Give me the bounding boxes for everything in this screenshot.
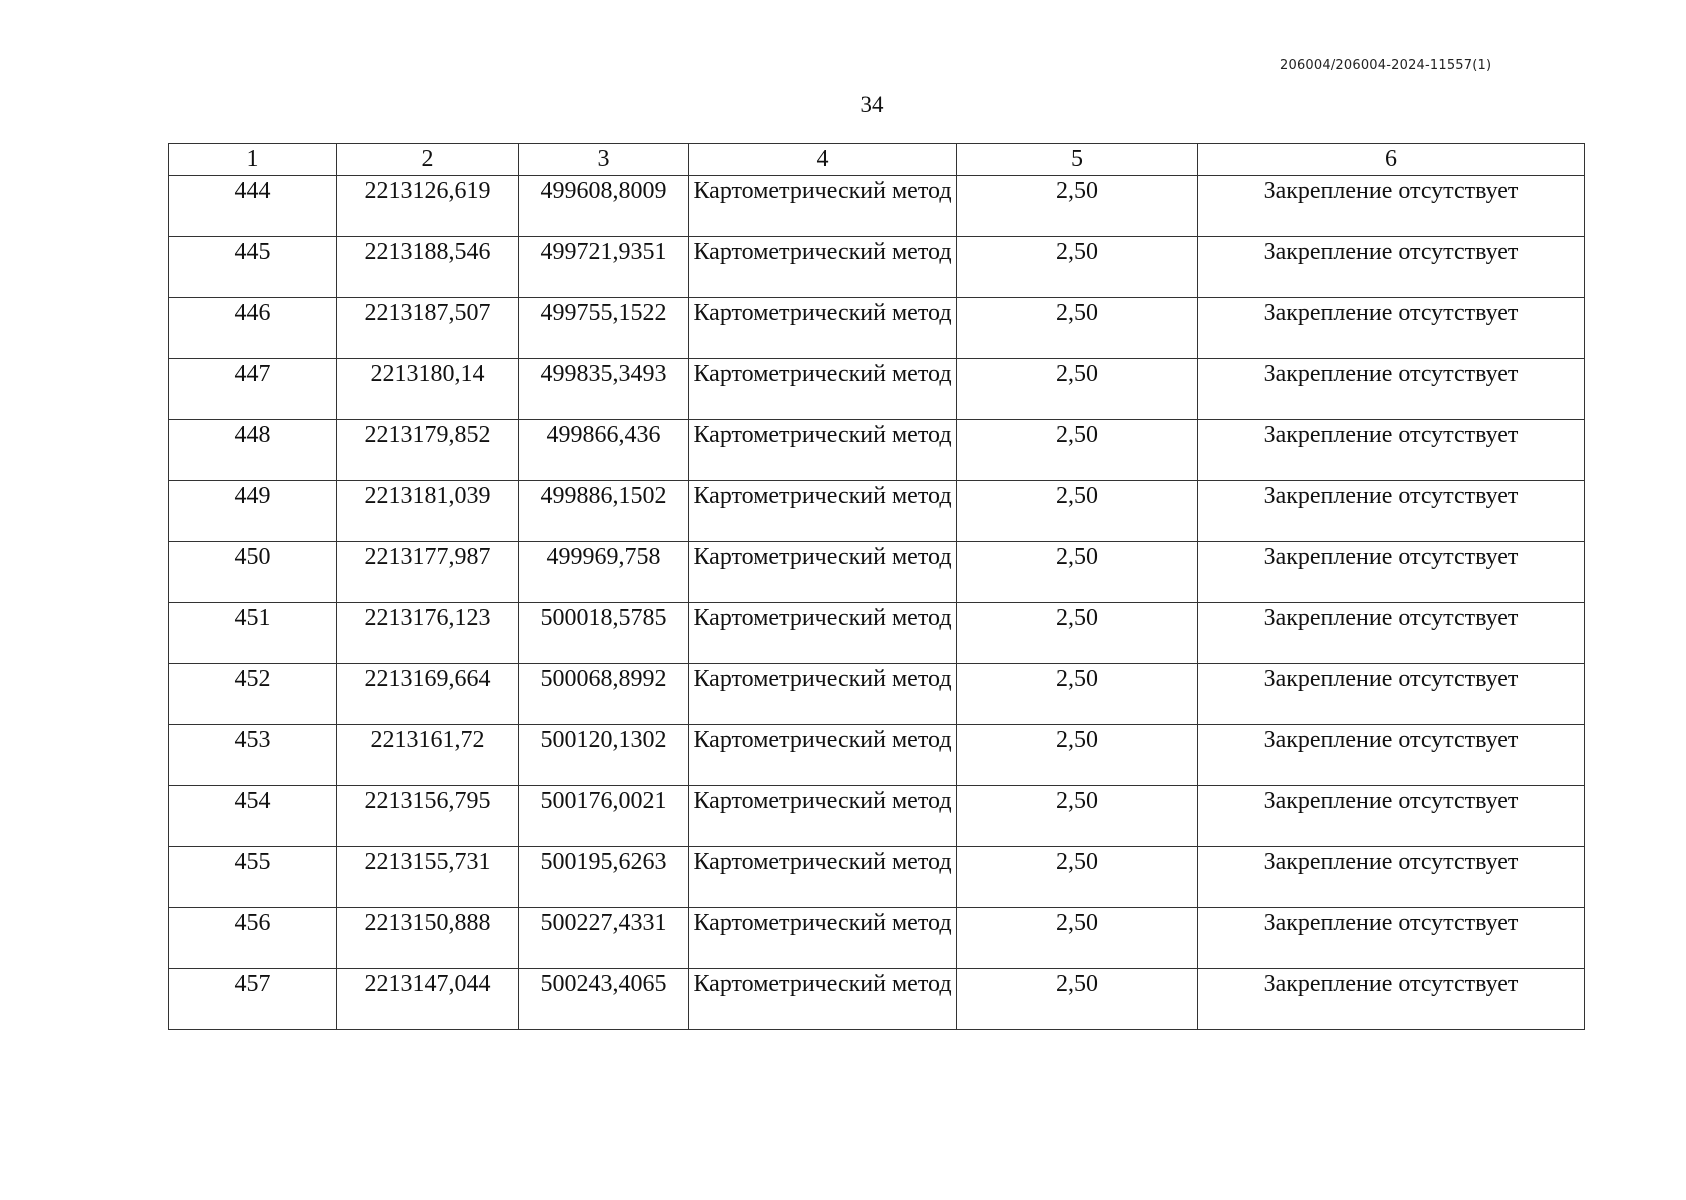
method-text: Картометрический метод xyxy=(693,178,952,204)
accuracy-cell xyxy=(957,908,1198,969)
accuracy-text: 2,50 xyxy=(1056,178,1098,204)
x-coordinate-cell xyxy=(337,908,519,969)
y-coordinate-cell xyxy=(519,237,689,298)
y-coordinate-text: 499886,1502 xyxy=(540,483,667,509)
y-coordinate-cell xyxy=(519,969,689,1030)
point-number-text: 457 xyxy=(234,971,271,997)
document-id: 206004/206004-2024-11557(1) xyxy=(1280,58,1492,73)
x-coordinate-text: 2213179,852 xyxy=(364,422,491,448)
x-coordinate-text: 2213161,72 xyxy=(370,727,485,753)
point-number-cell xyxy=(169,664,337,725)
method-text: Картометрический метод xyxy=(693,849,952,875)
accuracy-cell xyxy=(957,725,1198,786)
fixing-description-cell xyxy=(1198,969,1585,1030)
fixing-description-cell xyxy=(1198,481,1585,542)
x-coordinate-cell xyxy=(337,725,519,786)
y-coordinate-cell xyxy=(519,542,689,603)
fixing-description-text: Закрепление отсутствует xyxy=(1263,300,1519,326)
y-coordinate-text: 499608,8009 xyxy=(540,178,667,204)
coordinates-table xyxy=(168,143,1585,1030)
accuracy-cell xyxy=(957,847,1198,908)
x-coordinate-cell xyxy=(337,664,519,725)
table-row xyxy=(169,176,1585,237)
x-coordinate-cell xyxy=(337,176,519,237)
accuracy-cell xyxy=(957,298,1198,359)
x-coordinate-text: 2213181,039 xyxy=(364,483,491,509)
method-text: Картометрический метод xyxy=(693,483,952,509)
point-number-cell xyxy=(169,481,337,542)
point-number-text: 453 xyxy=(234,727,271,753)
table-row xyxy=(169,786,1585,847)
accuracy-text: 2,50 xyxy=(1056,727,1098,753)
x-coordinate-text: 2213187,507 xyxy=(364,300,491,326)
table-row xyxy=(169,725,1585,786)
accuracy-text: 2,50 xyxy=(1056,605,1098,631)
accuracy-text: 2,50 xyxy=(1056,239,1098,265)
x-coordinate-text: 2213188,546 xyxy=(364,239,491,265)
accuracy-text: 2,50 xyxy=(1056,910,1098,936)
accuracy-text: 2,50 xyxy=(1056,544,1098,570)
y-coordinate-text: 500120,1302 xyxy=(540,727,667,753)
accuracy-cell xyxy=(957,481,1198,542)
y-coordinate-cell xyxy=(519,603,689,664)
method-text: Картометрический метод xyxy=(693,666,952,692)
method-text: Картометрический метод xyxy=(693,788,952,814)
fixing-description-cell xyxy=(1198,786,1585,847)
accuracy-cell xyxy=(957,176,1198,237)
table-row xyxy=(169,298,1585,359)
fixing-description-text: Закрепление отсутствует xyxy=(1263,849,1519,875)
fixing-description-cell xyxy=(1198,847,1585,908)
y-coordinate-cell xyxy=(519,664,689,725)
page-number: 34 xyxy=(860,92,884,117)
point-number-cell xyxy=(169,298,337,359)
column-header-5: 5 xyxy=(957,144,1198,176)
accuracy-text: 2,50 xyxy=(1056,971,1098,997)
y-coordinate-cell xyxy=(519,420,689,481)
table-row xyxy=(169,359,1585,420)
x-coordinate-cell xyxy=(337,786,519,847)
y-coordinate-text: 500227,4331 xyxy=(540,910,667,936)
x-coordinate-text: 2213155,731 xyxy=(364,849,491,875)
fixing-description-text: Закрепление отсутствует xyxy=(1263,788,1519,814)
x-coordinate-text: 2213126,619 xyxy=(364,178,491,204)
method-cell xyxy=(689,237,957,298)
point-number-text: 446 xyxy=(234,300,271,326)
x-coordinate-cell xyxy=(337,969,519,1030)
x-coordinate-text: 2213176,123 xyxy=(364,605,491,631)
x-coordinate-text: 2213147,044 xyxy=(364,971,491,997)
method-text: Картометрический метод xyxy=(693,361,952,387)
y-coordinate-cell xyxy=(519,847,689,908)
point-number-cell xyxy=(169,359,337,420)
fixing-description-cell xyxy=(1198,237,1585,298)
x-coordinate-text: 2213180,14 xyxy=(370,361,485,387)
point-number-text: 447 xyxy=(234,361,271,387)
column-header-2: 2 xyxy=(337,144,519,176)
y-coordinate-cell xyxy=(519,725,689,786)
column-header-6: 6 xyxy=(1198,144,1585,176)
method-cell xyxy=(689,481,957,542)
fixing-description-cell xyxy=(1198,725,1585,786)
y-coordinate-text: 499969,758 xyxy=(546,544,661,570)
y-coordinate-text: 499835,3493 xyxy=(540,361,667,387)
method-text: Картометрический метод xyxy=(693,727,952,753)
accuracy-text: 2,50 xyxy=(1056,422,1098,448)
method-text: Картометрический метод xyxy=(693,910,952,936)
x-coordinate-cell xyxy=(337,603,519,664)
fixing-description-text: Закрепление отсутствует xyxy=(1263,605,1519,631)
table-row xyxy=(169,969,1585,1030)
method-cell xyxy=(689,420,957,481)
point-number-text: 455 xyxy=(234,849,271,875)
method-cell xyxy=(689,908,957,969)
accuracy-text: 2,50 xyxy=(1056,300,1098,326)
fixing-description-text: Закрепление отсутствует xyxy=(1263,239,1519,265)
y-coordinate-text: 499866,436 xyxy=(546,422,661,448)
fixing-description-text: Закрепление отсутствует xyxy=(1263,178,1519,204)
fixing-description-text: Закрепление отсутствует xyxy=(1263,666,1519,692)
point-number-cell xyxy=(169,420,337,481)
point-number-cell xyxy=(169,786,337,847)
point-number-cell xyxy=(169,847,337,908)
x-coordinate-cell xyxy=(337,237,519,298)
point-number-text: 456 xyxy=(234,910,271,936)
point-number-cell xyxy=(169,542,337,603)
point-number-text: 449 xyxy=(234,483,271,509)
y-coordinate-text: 499755,1522 xyxy=(540,300,667,326)
column-header-4: 4 xyxy=(689,144,957,176)
method-text: Картометрический метод xyxy=(693,300,952,326)
fixing-description-cell xyxy=(1198,908,1585,969)
x-coordinate-cell xyxy=(337,847,519,908)
accuracy-text: 2,50 xyxy=(1056,361,1098,387)
table-header-row xyxy=(169,144,1585,176)
y-coordinate-cell xyxy=(519,298,689,359)
fixing-description-cell xyxy=(1198,420,1585,481)
y-coordinate-cell xyxy=(519,481,689,542)
method-cell xyxy=(689,847,957,908)
point-number-text: 452 xyxy=(234,666,271,692)
y-coordinate-text: 500195,6263 xyxy=(540,849,667,875)
method-text: Картометрический метод xyxy=(693,422,952,448)
table-row xyxy=(169,542,1585,603)
table-row xyxy=(169,420,1585,481)
fixing-description-text: Закрепление отсутствует xyxy=(1263,544,1519,570)
fixing-description-cell xyxy=(1198,176,1585,237)
fixing-description-text: Закрепление отсутствует xyxy=(1263,727,1519,753)
point-number-cell xyxy=(169,908,337,969)
method-cell xyxy=(689,664,957,725)
fixing-description-text: Закрепление отсутствует xyxy=(1263,361,1519,387)
fixing-description-text: Закрепление отсутствует xyxy=(1263,422,1519,448)
table-row xyxy=(169,603,1585,664)
x-coordinate-cell xyxy=(337,359,519,420)
fixing-description-cell xyxy=(1198,664,1585,725)
fixing-description-cell xyxy=(1198,298,1585,359)
point-number-text: 448 xyxy=(234,422,271,448)
method-cell xyxy=(689,786,957,847)
y-coordinate-cell xyxy=(519,359,689,420)
accuracy-text: 2,50 xyxy=(1056,788,1098,814)
table-row xyxy=(169,847,1585,908)
point-number-cell xyxy=(169,725,337,786)
accuracy-cell xyxy=(957,969,1198,1030)
y-coordinate-text: 500243,4065 xyxy=(540,971,667,997)
fixing-description-text: Закрепление отсутствует xyxy=(1263,483,1519,509)
fixing-description-cell xyxy=(1198,359,1585,420)
table-row xyxy=(169,908,1585,969)
point-number-cell xyxy=(169,237,337,298)
method-text: Картометрический метод xyxy=(693,544,952,570)
x-coordinate-cell xyxy=(337,420,519,481)
accuracy-cell xyxy=(957,664,1198,725)
point-number-cell xyxy=(169,176,337,237)
y-coordinate-cell xyxy=(519,908,689,969)
table-row xyxy=(169,664,1585,725)
point-number-text: 451 xyxy=(234,605,271,631)
accuracy-cell xyxy=(957,603,1198,664)
fixing-description-cell xyxy=(1198,542,1585,603)
accuracy-cell xyxy=(957,420,1198,481)
method-cell xyxy=(689,603,957,664)
method-text: Картометрический метод xyxy=(693,971,952,997)
table-row xyxy=(169,237,1585,298)
x-coordinate-cell xyxy=(337,298,519,359)
method-cell xyxy=(689,298,957,359)
y-coordinate-cell xyxy=(519,176,689,237)
x-coordinate-text: 2213177,987 xyxy=(364,544,491,570)
x-coordinate-text: 2213169,664 xyxy=(364,666,491,692)
accuracy-text: 2,50 xyxy=(1056,483,1098,509)
method-cell xyxy=(689,969,957,1030)
point-number-text: 454 xyxy=(234,788,271,814)
method-cell xyxy=(689,359,957,420)
y-coordinate-text: 500176,0021 xyxy=(540,788,667,814)
column-header-1: 1 xyxy=(169,144,337,176)
x-coordinate-cell xyxy=(337,542,519,603)
accuracy-cell xyxy=(957,542,1198,603)
method-text: Картометрический метод xyxy=(693,605,952,631)
point-number-cell xyxy=(169,603,337,664)
point-number-text: 450 xyxy=(234,544,271,570)
fixing-description-cell xyxy=(1198,603,1585,664)
y-coordinate-text: 499721,9351 xyxy=(540,239,667,265)
x-coordinate-text: 2213156,795 xyxy=(364,788,491,814)
x-coordinate-text: 2213150,888 xyxy=(364,910,491,936)
method-cell xyxy=(689,176,957,237)
accuracy-text: 2,50 xyxy=(1056,849,1098,875)
x-coordinate-cell xyxy=(337,481,519,542)
y-coordinate-text: 500018,5785 xyxy=(540,605,667,631)
fixing-description-text: Закрепление отсутствует xyxy=(1263,910,1519,936)
point-number-text: 444 xyxy=(234,178,271,204)
column-header-3: 3 xyxy=(519,144,689,176)
method-cell xyxy=(689,542,957,603)
point-number-text: 445 xyxy=(234,239,271,265)
fixing-description-text: Закрепление отсутствует xyxy=(1263,971,1519,997)
table-row xyxy=(169,481,1585,542)
accuracy-cell xyxy=(957,359,1198,420)
accuracy-cell xyxy=(957,237,1198,298)
accuracy-cell xyxy=(957,786,1198,847)
point-number-cell xyxy=(169,969,337,1030)
y-coordinate-cell xyxy=(519,786,689,847)
method-text: Картометрический метод xyxy=(693,239,952,265)
accuracy-text: 2,50 xyxy=(1056,666,1098,692)
method-cell xyxy=(689,725,957,786)
y-coordinate-text: 500068,8992 xyxy=(540,666,667,692)
